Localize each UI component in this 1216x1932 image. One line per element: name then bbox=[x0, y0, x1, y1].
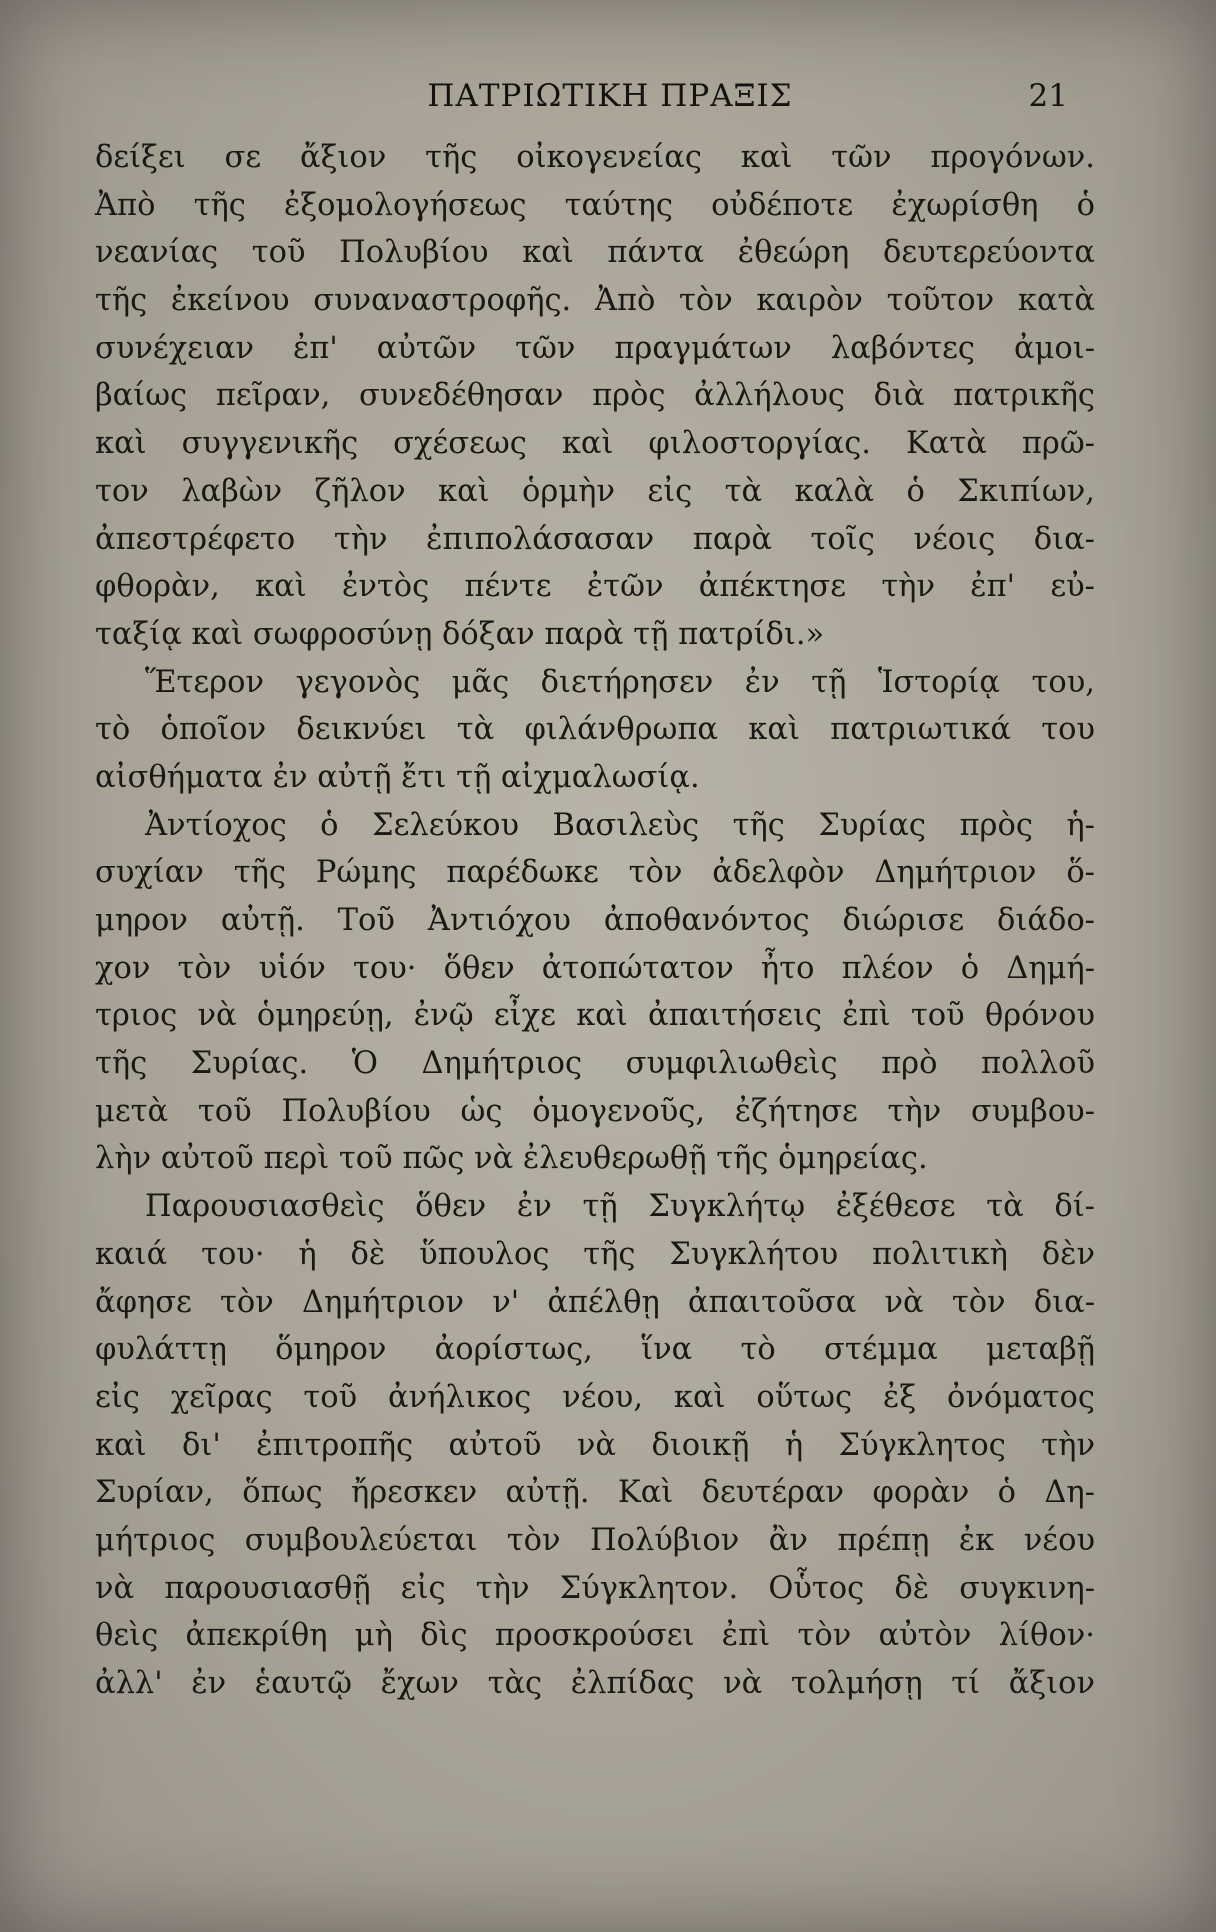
text-line: μετὰ τοῦ Πολυβίου ὡς ὁμογενοῦς, ἐζήτησε τὴν συμβου- bbox=[95, 1093, 1095, 1129]
text-line: τῆς Συρίας. Ὁ Δημήτριος συμφιλιωθεὶς πρὸ πολλοῦ bbox=[95, 1046, 1095, 1082]
text-line: νὰ παρουσιασθῇ εἰς τὴν Σύγκλητον. Οὗτος δὲ συγκινη- bbox=[95, 1570, 1095, 1606]
text-line: εἰς χεῖρας τοῦ ἀνήλικος νέου, καὶ οὕτως ἐξ ὀνόματος bbox=[95, 1379, 1095, 1415]
text-line: Ἀπὸ τῆς ἐξομολογήσεως ταύτης οὐδέποτε ἐχωρίσθη ὁ bbox=[95, 187, 1095, 223]
running-head: ΠΑΤΡΙΩΤΙΚΗ ΠΡΑΞΙΣ bbox=[427, 78, 793, 114]
text-line: συνέχειαν ἐπ' αὐτῶν τῶν πραγμάτων λαβόντες ἀμοι- bbox=[95, 330, 1095, 366]
text-line: φθορὰν, καὶ ἐντὸς πέντε ἐτῶν ἀπέκτησε τὴν ἐπ' εὐ- bbox=[95, 569, 1095, 605]
page-header bbox=[150, 78, 1070, 118]
page-number: 21 bbox=[1028, 78, 1068, 114]
text-line: μηρον αὐτῇ. Τοῦ Ἀντιόχου ἀποθανόντος διώρισε διάδο- bbox=[95, 903, 1095, 938]
text-line: Συρίαν, ὅπως ἤρεσκεν αὐτῇ. Καὶ δευτέραν φορὰν ὁ Δη- bbox=[95, 1475, 1095, 1511]
text-line: δείξει σε ἄξιον τῆς οἰκογενείας καὶ τῶν προγόνων. bbox=[95, 140, 1095, 175]
text-line: καιά του· ἡ δὲ ὕπουλος τῆς Συγκλήτου πολιτικὴ δὲν bbox=[95, 1236, 1095, 1272]
text-line: συχίαν τῆς Ρώμης παρέδωκε τὸν ἀδελφὸν Δημήτριον ὅ- bbox=[95, 855, 1095, 891]
text-line: ἀπεστρέφετο τὴν ἐπιπολάσασαν παρὰ τοῖς νέοις δια- bbox=[95, 521, 1095, 557]
text-line: θεὶς ἀπεκρίθη μὴ δὶς προσκρούσει ἐπὶ τὸν αὐτὸν λίθον· bbox=[95, 1618, 1095, 1654]
text-line: τον λαβὼν ζῆλον καὶ ὁρμὴν εἰς τὰ καλὰ ὁ Σκιπίων, bbox=[95, 473, 1095, 509]
text-line: λὴν αὐτοῦ περὶ τοῦ πῶς νὰ ἐλευθερωθῇ τῆς ὁμηρείας. bbox=[95, 1141, 928, 1177]
text-line: ταξίᾳ καὶ σωφροσύνῃ δόξαν παρὰ τῇ πατρίδι.» bbox=[95, 616, 825, 652]
text-line: βαίως πεῖραν, συνεδέθησαν πρὸς ἀλλήλους διὰ πατρικῆς bbox=[95, 378, 1095, 414]
text-line: τριος νὰ ὁμηρεύῃ, ἐνῷ εἶχε καὶ ἀπαιτήσεις ἐπὶ τοῦ θρόνου bbox=[95, 998, 1095, 1034]
body-text bbox=[95, 134, 1095, 1708]
text-line: χον τὸν υἱόν του· ὅθεν ἀτοπώτατον ἦτο πλέον ὁ Δημή- bbox=[95, 950, 1095, 986]
text-line: αἰσθήματα ἐν αὐτῇ ἔτι τῇ αἰχμαλωσίᾳ. bbox=[95, 759, 700, 795]
text-line: μήτριος συμβουλεύεται τὸν Πολύβιον ἂν πρέπῃ ἐκ νέου bbox=[95, 1522, 1095, 1558]
text-line: τὸ ὁποῖον δεικνύει τὰ φιλάνθρωπα καὶ πατριωτικά του bbox=[95, 712, 1095, 748]
text-line: Παρουσιασθεὶς ὅθεν ἐν τῇ Συγκλήτῳ ἐξέθεσε τὰ δί- bbox=[145, 1189, 1095, 1225]
text-line: καὶ δι' ἐπιτροπῆς αὐτοῦ νὰ διοικῇ ἡ Σύγκλητος τὴν bbox=[95, 1427, 1095, 1463]
text-line: ἄφησε τὸν Δημήτριον ν' ἀπέλθῃ ἀπαιτοῦσα νὰ τὸν δια- bbox=[95, 1284, 1095, 1320]
text-line: Ἕτερον γεγονὸς μᾶς διετήρησεν ἐν τῇ Ἱστορίᾳ του, bbox=[145, 664, 1095, 700]
text-line: νεανίας τοῦ Πολυβίου καὶ πάντα ἐθεώρη δευτερεύοντα bbox=[95, 235, 1095, 271]
text-line: ἀλλ' ἐν ἑαυτῷ ἔχων τὰς ἐλπίδας νὰ τολμήσῃ τί ἄξιον bbox=[95, 1666, 1095, 1701]
text-line: φυλάττῃ ὅμηρον ἀορίστως, ἵνα τὸ στέμμα μεταβῇ bbox=[95, 1332, 1095, 1368]
text-line: καὶ συγγενικῆς σχέσεως καὶ φιλοστοργίας. Κατὰ πρῶ- bbox=[95, 426, 1095, 462]
text-line: τῆς ἐκείνου συναναστροφῆς. Ἀπὸ τὸν καιρὸν τοῦτον κατὰ bbox=[95, 283, 1095, 319]
text-line: Ἀντίοχος ὁ Σελεύκου Βασιλεὺς τῆς Συρίας πρὸς ἡ- bbox=[145, 807, 1095, 843]
